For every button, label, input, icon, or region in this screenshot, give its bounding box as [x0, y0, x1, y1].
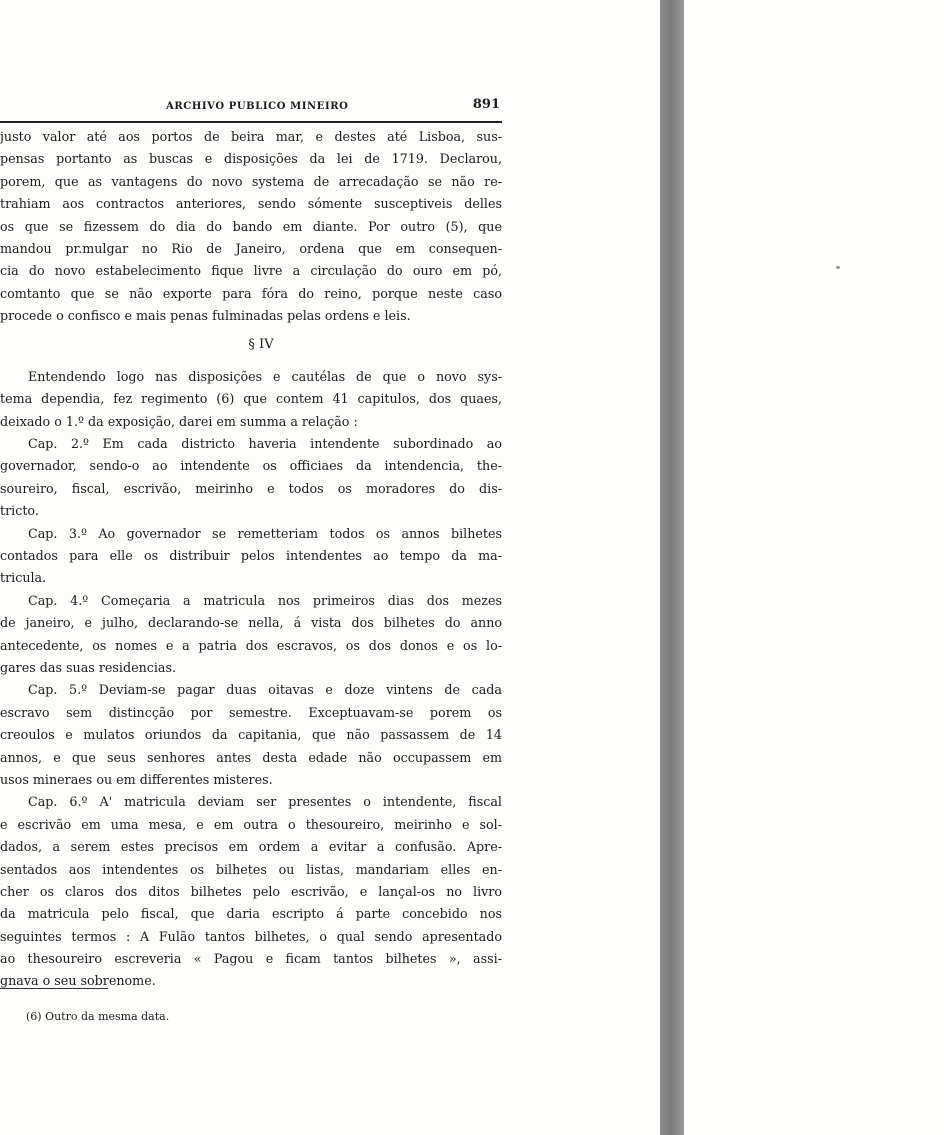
text-line: ao thesoureiro escreveria « Pagou e ficam tantos bilhetes », assi-	[0, 951, 502, 967]
text-line: da matricula pelo fiscal, que daria escripto á parte concebido nos	[0, 906, 502, 922]
text-line: pensas portanto as buscas e disposições da lei de 1719. Declarou,	[0, 151, 502, 167]
text-line: justo valor até aos portos de beira mar, e destes até Lisboa, sus-	[0, 129, 502, 144]
text-line: Cap. 4.º Começaria a matricula nos primeiros dias dos mezes	[28, 592, 502, 608]
paragraph	[0, 126, 502, 328]
paragraph	[0, 679, 502, 791]
text-line: antecedente, os nomes e a patria dos escravos, os dos donos e os lo-	[0, 637, 502, 653]
text-line: comtanto que se não exporte para fóra do reino, porque neste caso	[0, 285, 502, 301]
text-line: deixado o 1.º da exposição, darei em summa a relação :	[0, 413, 358, 429]
page-header	[166, 97, 506, 117]
page-gutter-shadow	[660, 0, 684, 1135]
text-line: porem, que as vantagens do novo systema de arrecadação se não re-	[0, 173, 502, 189]
footnote-rule	[0, 988, 108, 989]
text-line: cher os claros dos ditos bilhetes pelo escrivão, e lançal-os no livro	[0, 883, 502, 899]
text-line: os que se fizessem do dia do bando em diante. Por outro (5), que	[0, 218, 502, 234]
text-line: annos, e que seus senhores antes desta edade não occupassem em	[0, 749, 502, 765]
page-number: 891	[472, 97, 500, 112]
text-line: tricula.	[0, 570, 47, 586]
section-heading: § IV	[248, 336, 274, 352]
text-line: gnava o seu sobrenome.	[0, 973, 156, 989]
text-line: creoulos e mulatos oriundos da capitania, que não passassem de 14	[0, 727, 502, 743]
text-line: tema dependia, fez regimento (6) que contem 41 capitulos, dos quaes,	[0, 391, 502, 407]
text-line: cia do novo estabelecimento fique livre a circulação do ouro em pó,	[0, 263, 502, 279]
text-line: gares das suas residencias.	[0, 659, 177, 675]
paragraph	[0, 791, 502, 993]
text-line: tricto.	[0, 503, 39, 519]
paragraph	[0, 523, 502, 590]
text-line: Cap. 3.º Ao governador se remetteriam todos os annos bilhetes	[28, 525, 502, 541]
footnote: (6) Outro da mesma data.	[26, 1010, 170, 1023]
text-line: escravo sem distincção por semestre. Exceptuavam-se porem os	[0, 704, 502, 720]
text-line: Cap. 5.º Deviam-se pagar duas oitavas e doze vintens de cada	[28, 682, 502, 698]
paragraph	[0, 433, 502, 523]
running-title: ARCHIVO PUBLICO MINEIRO	[166, 101, 349, 112]
text-line: sentados aos intendentes os bilhetes ou listas, mandariam elles en-	[0, 861, 502, 877]
paragraph	[0, 590, 502, 680]
body-text	[0, 126, 502, 993]
text-line: mandou pr.mulgar no Rio de Janeiro, ordena que em consequen-	[0, 240, 502, 256]
text-line: de janeiro, e julho, declarando-se nella, á vista dos bilhetes do anno	[0, 615, 502, 631]
scan-speck	[836, 266, 840, 269]
text-line: seguintes termos : A Fulão tantos bilhetes, o qual sendo apresentado	[0, 928, 502, 944]
text-line: Entendendo logo nas disposições e cautélas de que o novo sys-	[28, 368, 502, 384]
text-line: e escrivão em uma mesa, e em outra o thesoureiro, meirinho e sol-	[0, 816, 502, 832]
text-line: governador, sendo-o ao intendente os officiaes da intendencia, the-	[0, 458, 502, 474]
text-line: usos mineraes ou em differentes misteres.	[0, 771, 273, 787]
text-line: procede o confisco e mais penas fulminadas pelas ordens e leis.	[0, 308, 411, 324]
text-line: trahiam aos contractos anteriores, sendo sómente susceptiveis delles	[0, 196, 502, 212]
header-rule	[0, 121, 502, 123]
text-line: Cap. 6.º A' matricula deviam ser presentes o intendente, fiscal	[28, 794, 502, 810]
text-line: Cap. 2.º Em cada districto haveria intendente subordinado ao	[28, 436, 502, 452]
text-line: contados para elle os distribuir pelos intendentes ao tempo da ma-	[0, 548, 502, 564]
paragraph	[0, 366, 502, 433]
text-line: soureiro, fiscal, escrivão, meirinho e todos os moradores do dis-	[0, 480, 502, 496]
text-line: dados, a serem estes precisos em ordem a evitar a confusão. Apre-	[0, 839, 502, 855]
